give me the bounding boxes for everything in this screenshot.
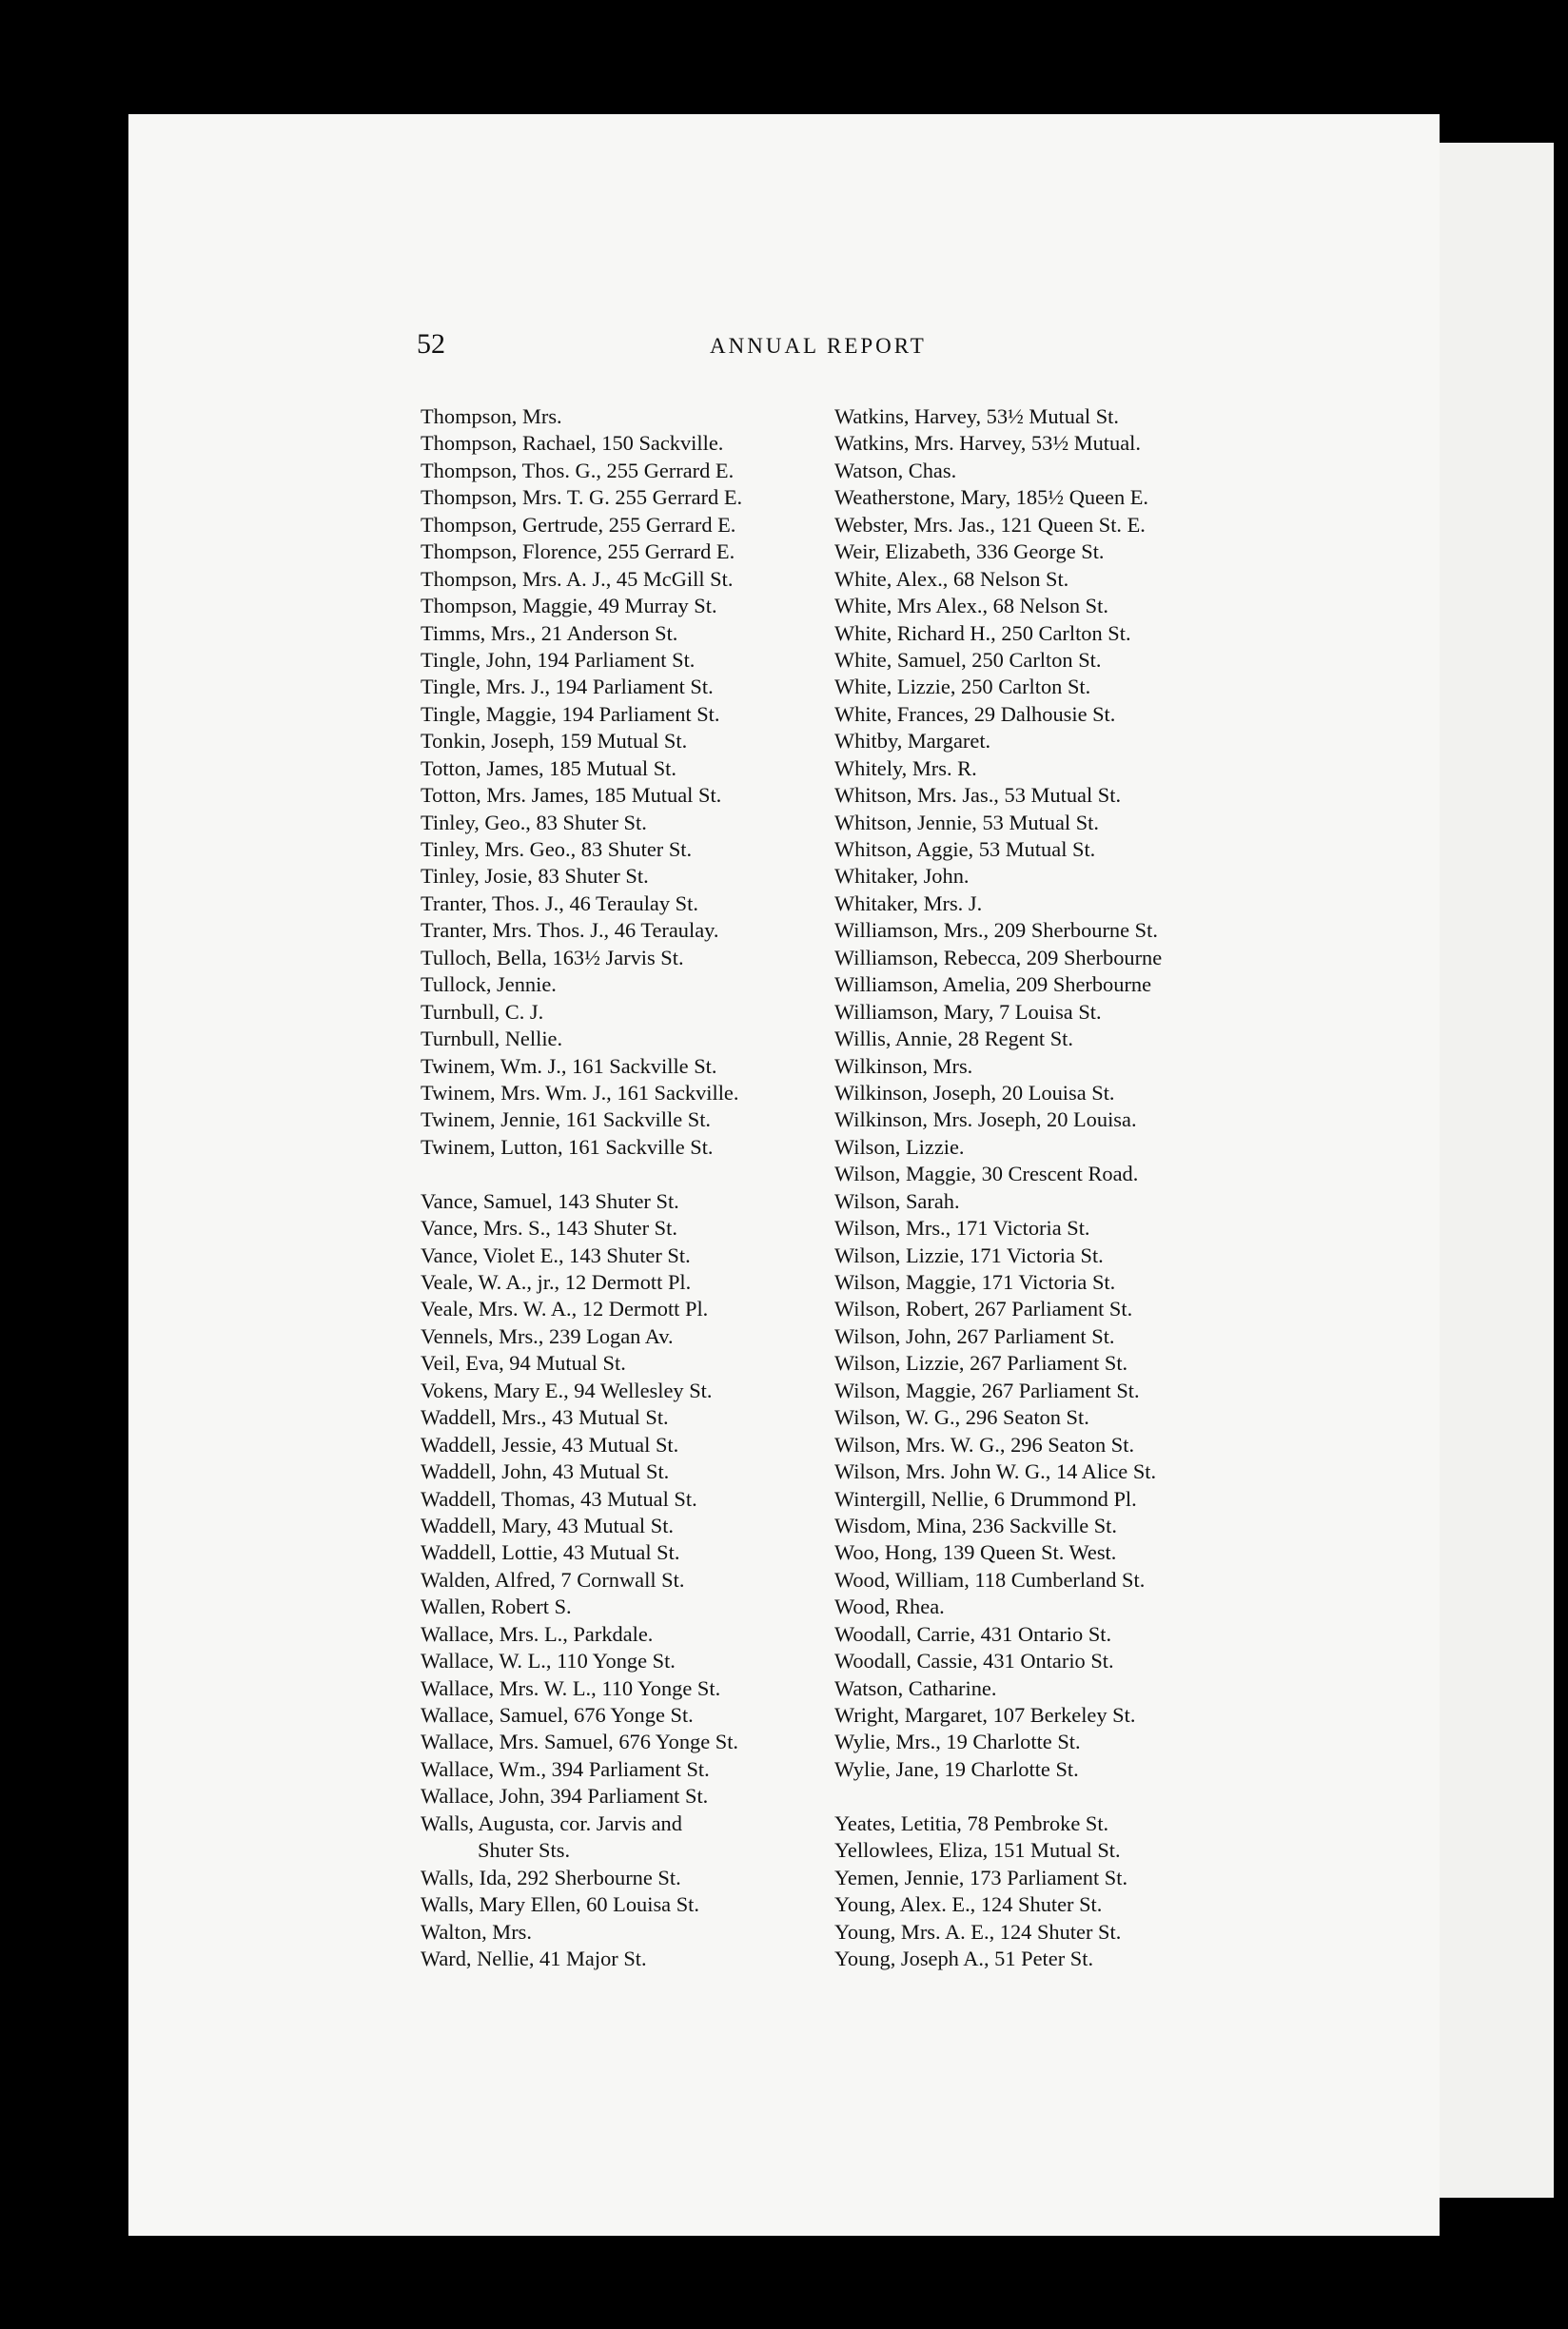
directory-entry: White, Richard H., 250 Carlton St.	[834, 620, 1131, 645]
directory-entry: Wallace, Mrs. L., Parkdale.	[421, 1621, 654, 1646]
directory-entry: Waddell, Mary, 43 Mutual St.	[421, 1513, 675, 1537]
directory-entry: Totton, James, 185 Mutual St.	[421, 755, 676, 780]
directory-entry: Wylie, Jane, 19 Charlotte St.	[834, 1756, 1079, 1781]
directory-entry: Wilson, Lizzie.	[834, 1134, 965, 1159]
directory-entry: Totton, Mrs. James, 185 Mutual St.	[421, 783, 722, 808]
directory-entry: Wintergill, Nellie, 6 Drummond Pl.	[834, 1486, 1137, 1511]
directory-entry: Williamson, Mrs., 209 Sherbourne St.	[834, 918, 1158, 943]
directory-entry: Walden, Alfred, 7 Cornwall St.	[421, 1567, 685, 1592]
directory-entry: Thompson, Rachael, 150 Sackville.	[421, 431, 724, 456]
directory-entry: Thompson, Florence, 255 Gerrard E.	[421, 539, 735, 564]
directory-entry: Williamson, Rebecca, 209 Sherbourne	[834, 945, 1163, 969]
directory-entry: Weatherstone, Mary, 185½ Queen E.	[834, 485, 1149, 510]
directory-entry: Watson, Chas.	[834, 458, 957, 482]
directory-entry: Shuter Sts.	[478, 1838, 571, 1863]
directory-entry: Woodall, Carrie, 431 Ontario St.	[834, 1621, 1112, 1646]
directory-entry: Wilson, Sarah.	[834, 1188, 960, 1213]
directory-entry: Wilkinson, Mrs.	[834, 1053, 973, 1078]
directory-entry: Wallace, Samuel, 676 Yonge St.	[421, 1703, 694, 1727]
directory-entry: Ward, Nellie, 41 Major St.	[421, 1946, 647, 1970]
directory-entry: Thompson, Mrs. A. J., 45 McGill St.	[421, 566, 734, 591]
directory-entry: Whitaker, Mrs. J.	[834, 890, 983, 915]
directory-entry: Wilson, W. G., 296 Seaton St.	[834, 1405, 1089, 1430]
running-head: ANNUAL REPORT	[710, 334, 927, 358]
directory-entry: Wilson, John, 267 Parliament St.	[834, 1323, 1115, 1348]
directory-entry: Wilson, Lizzie, 267 Parliament St.	[834, 1351, 1128, 1376]
page-number: 52	[417, 328, 445, 360]
directory-entry: Twinem, Lutton, 161 Sackville St.	[421, 1134, 714, 1159]
directory-entry: Wallen, Robert S.	[421, 1595, 572, 1619]
directory-entry: White, Frances, 29 Dalhousie St.	[834, 701, 1116, 726]
directory-entry: Waddell, Lottie, 43 Mutual St.	[421, 1540, 680, 1565]
directory-entry: Turnbull, C. J.	[421, 999, 544, 1024]
directory-entry: Whitson, Aggie, 53 Mutual St.	[834, 837, 1096, 861]
directory-entry: Tulloch, Bella, 163½ Jarvis St.	[421, 945, 684, 969]
directory-entry: Watson, Catharine.	[834, 1675, 997, 1700]
directory-entry: Walton, Mrs.	[421, 1919, 532, 1944]
directory-entry: Wilson, Mrs., 171 Victoria St.	[834, 1216, 1090, 1241]
directory-entry: Wilson, Maggie, 267 Parliament St.	[834, 1378, 1140, 1402]
directory-entry: Wylie, Mrs., 19 Charlotte St.	[834, 1730, 1081, 1754]
directory-entry: Wilkinson, Joseph, 20 Louisa St.	[834, 1080, 1115, 1105]
directory-entry: Wood, Rhea.	[834, 1595, 945, 1619]
directory-entry: Whitson, Mrs. Jas., 53 Mutual St.	[834, 783, 1122, 808]
directory-entry: Veil, Eva, 94 Mutual St.	[421, 1351, 626, 1376]
directory-entry: Vokens, Mary E., 94 Wellesley St.	[421, 1378, 713, 1402]
directory-entry: Wisdom, Mina, 236 Sackville St.	[834, 1513, 1118, 1537]
directory-entry: Young, Joseph A., 51 Peter St.	[834, 1946, 1094, 1970]
directory-entry: Tingle, Maggie, 194 Parliament St.	[421, 701, 720, 726]
directory-entry: Timms, Mrs., 21 Anderson St.	[421, 620, 678, 645]
directory-entry: Tullock, Jennie.	[421, 972, 557, 997]
directory-entry: Wood, William, 118 Cumberland St.	[834, 1567, 1146, 1592]
directory-entry: Watkins, Mrs. Harvey, 53½ Mutual.	[834, 431, 1141, 456]
directory-entry: Vance, Samuel, 143 Shuter St.	[421, 1188, 679, 1213]
directory-entry: Wilson, Maggie, 30 Crescent Road.	[834, 1162, 1139, 1186]
directory-entry: Walls, Augusta, cor. Jarvis and	[421, 1810, 682, 1835]
page-header	[417, 328, 1235, 366]
directory-entry: Vance, Mrs. S., 143 Shuter St.	[421, 1216, 677, 1241]
directory-entry: Walls, Ida, 292 Sherbourne St.	[421, 1865, 681, 1889]
directory-entry: Wilkinson, Mrs. Joseph, 20 Louisa.	[834, 1107, 1137, 1132]
directory-entry: Webster, Mrs. Jas., 121 Queen St. E.	[834, 512, 1146, 537]
directory-entry: Tinley, Josie, 83 Shuter St.	[421, 864, 649, 889]
directory-entry: Wilson, Robert, 267 Parliament St.	[834, 1297, 1133, 1321]
directory-entry: Yeates, Letitia, 78 Pembroke St.	[834, 1810, 1109, 1835]
directory-entry: Wilson, Mrs. John W. G., 14 Alice St.	[834, 1459, 1157, 1484]
directory-entry: Watkins, Harvey, 53½ Mutual St.	[834, 404, 1119, 428]
directory-entry: Twinem, Wm. J., 161 Sackville St.	[421, 1053, 717, 1078]
directory-entry: Tingle, Mrs. J., 194 Parliament St.	[421, 675, 714, 699]
directory-entry: Whitson, Jennie, 53 Mutual St.	[834, 810, 1100, 834]
directory-entry: Young, Alex. E., 124 Shuter St.	[834, 1892, 1103, 1917]
directory-entry: Wilson, Maggie, 171 Victoria St.	[834, 1270, 1116, 1294]
directory-entry: Williamson, Amelia, 209 Sherbourne	[834, 972, 1152, 997]
directory-entry: Woo, Hong, 139 Queen St. West.	[834, 1540, 1117, 1565]
directory-entry: Waddell, Jessie, 43 Mutual St.	[421, 1432, 679, 1457]
directory-entry: White, Alex., 68 Nelson St.	[834, 566, 1069, 591]
directory-entry: Wallace, W. L., 110 Yonge St.	[421, 1649, 676, 1673]
directory-entry: Tinley, Mrs. Geo., 83 Shuter St.	[421, 837, 693, 861]
directory-entry: Williamson, Mary, 7 Louisa St.	[834, 999, 1102, 1024]
directory-entry: Wallace, Mrs. W. L., 110 Yonge St.	[421, 1675, 721, 1700]
directory-entry: Waddell, John, 43 Mutual St.	[421, 1459, 670, 1484]
directory-entry: Yemen, Jennie, 173 Parliament St.	[834, 1865, 1128, 1889]
directory-entry: Tingle, John, 194 Parliament St.	[421, 647, 696, 672]
directory-entry: Thompson, Mrs.	[421, 404, 562, 428]
directory-entry: Wallace, Wm., 394 Parliament St.	[421, 1756, 710, 1781]
directory-entry: Whitaker, John.	[834, 864, 970, 889]
directory-entry: Twinem, Jennie, 161 Sackville St.	[421, 1107, 712, 1132]
directory-entry: Tranter, Thos. J., 46 Teraulay St.	[421, 890, 698, 915]
directory-entry: Tinley, Geo., 83 Shuter St.	[421, 810, 647, 834]
directory-entry: Wilson, Lizzie, 171 Victoria St.	[834, 1243, 1104, 1267]
directory-entry: Walls, Mary Ellen, 60 Louisa St.	[421, 1892, 699, 1917]
directory-entry: Young, Mrs. A. E., 124 Shuter St.	[834, 1919, 1122, 1944]
directory-entry: Woodall, Cassie, 431 Ontario St.	[834, 1649, 1114, 1673]
directory-entry: Whitely, Mrs. R.	[834, 755, 977, 780]
directory-entry: Thompson, Maggie, 49 Murray St.	[421, 594, 717, 618]
directory-entry: Weir, Elizabeth, 336 George St.	[834, 539, 1105, 564]
directory-entry: White, Mrs Alex., 68 Nelson St.	[834, 594, 1108, 618]
directory-entry: Waddell, Thomas, 43 Mutual St.	[421, 1486, 697, 1511]
directory-entry: White, Lizzie, 250 Carlton St.	[834, 675, 1091, 699]
directory-entry: Tonkin, Joseph, 159 Mutual St.	[421, 729, 688, 754]
directory-entry: Waddell, Mrs., 43 Mutual St.	[421, 1405, 669, 1430]
directory-entry: Thompson, Thos. G., 255 Gerrard E.	[421, 458, 735, 482]
directory-entry: Wilson, Mrs. W. G., 296 Seaton St.	[834, 1432, 1135, 1457]
directory-entry: Wallace, Mrs. Samuel, 676 Yonge St.	[421, 1730, 739, 1754]
directory-entry: Thompson, Gertrude, 255 Gerrard E.	[421, 512, 736, 537]
left-column	[421, 403, 820, 1972]
directory-entry: Whitby, Margaret.	[834, 729, 991, 754]
directory-entry: Veale, Mrs. W. A., 12 Dermott Pl.	[421, 1297, 709, 1321]
right-column	[834, 403, 1253, 1972]
directory-entry: Thompson, Mrs. T. G. 255 Gerrard E.	[421, 485, 743, 510]
directory-entry: Wallace, John, 394 Parliament St.	[421, 1784, 709, 1809]
directory-entry: Willis, Annie, 28 Regent St.	[834, 1027, 1073, 1051]
directory-entry: Vance, Violet E., 143 Shuter St.	[421, 1243, 691, 1267]
directory-entry: Tranter, Mrs. Thos. J., 46 Teraulay.	[421, 918, 719, 943]
directory-entry: White, Samuel, 250 Carlton St.	[834, 647, 1102, 672]
directory-entry: Twinem, Mrs. Wm. J., 161 Sackville.	[421, 1080, 739, 1105]
directory-entry: Vennels, Mrs., 239 Logan Av.	[421, 1323, 674, 1348]
adjacent-page-edge	[1440, 143, 1554, 2198]
directory-entry: Wright, Margaret, 107 Berkeley St.	[834, 1703, 1136, 1727]
directory-entry: Turnbull, Nellie.	[421, 1027, 563, 1051]
directory-entry: Veale, W. A., jr., 12 Dermott Pl.	[421, 1270, 692, 1294]
directory-entry: Yellowlees, Eliza, 151 Mutual St.	[834, 1838, 1121, 1863]
